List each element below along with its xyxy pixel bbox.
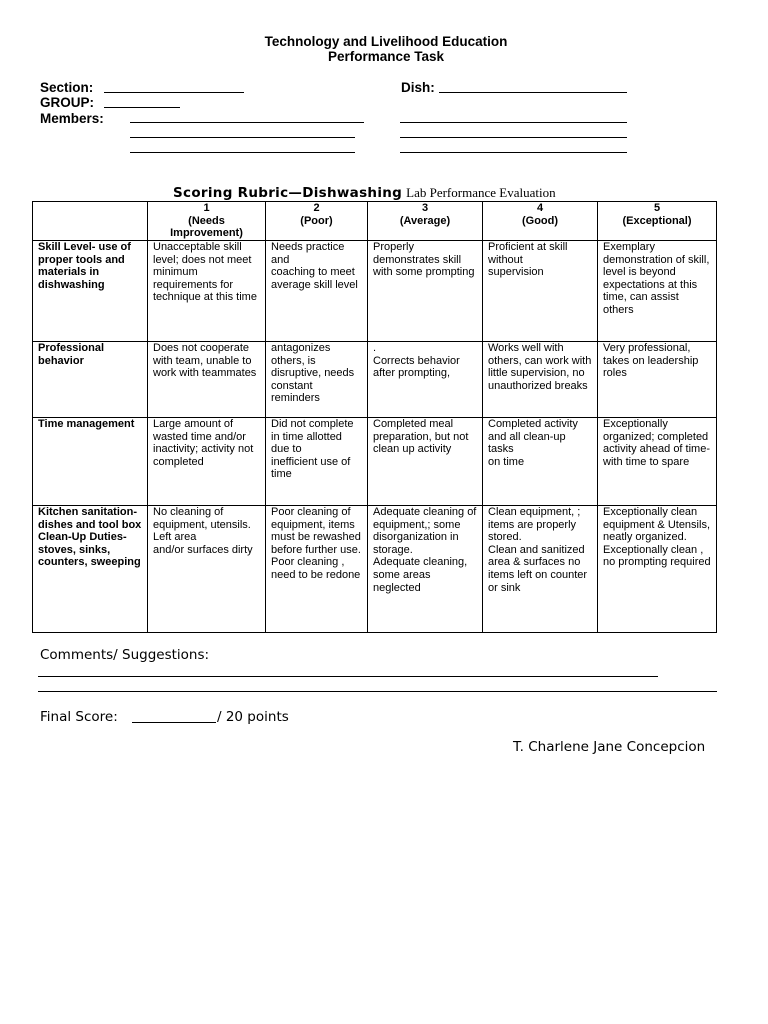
score-header-2	[266, 202, 368, 241]
dish-label: Dish:	[401, 80, 435, 95]
rubric-heading	[173, 184, 556, 202]
rubric-cell: Poor cleaning of equipment, items must be rewashed before further use. Poor cleaning , need to be redone	[266, 506, 368, 633]
rubric-cell: Unacceptable skill level; does not meet minimum requirements for technique at this time	[148, 241, 266, 342]
rubric-cell: Proficient at skill without supervision	[483, 241, 598, 342]
score-number: 1	[203, 202, 210, 214]
rubric-cell: Clean equipment, ; items are properly stored. Clean and sanitized area & surfaces no items left on counter or sink	[483, 506, 598, 633]
score-header-5	[598, 202, 717, 241]
score-number: 4	[536, 202, 544, 214]
member-blank-1[interactable]	[130, 122, 364, 123]
group-blank[interactable]	[104, 107, 180, 108]
rubric-table	[32, 201, 717, 633]
rubric-row-skill-level	[33, 241, 717, 342]
rubric-cell: . Corrects behavior after prompting,	[368, 342, 483, 418]
section-blank[interactable]	[104, 92, 244, 93]
rubric-subtitle: Lab Performance Evaluation	[406, 185, 556, 200]
final-score-suffix: / 20 points	[217, 709, 289, 725]
member-blank-3[interactable]	[130, 137, 355, 138]
rubric-cell: Exemplary demonstration of skill, level is beyond expectations at this time, can assist others	[598, 241, 717, 342]
member-blank-5[interactable]	[130, 152, 355, 153]
score-description: (Exceptional)	[622, 214, 692, 227]
rubric-cell: Completed activity and all clean-up tasks on time	[483, 418, 598, 506]
rubric-cell: Properly demonstrates skill with some prompting	[368, 241, 483, 342]
rubric-title: Scoring Rubric—Dishwashing	[173, 185, 403, 201]
comments-label: Comments/ Suggestions:	[40, 647, 210, 663]
document-title: Technology and Livelihood Education	[264, 34, 508, 49]
rubric-cell: Works well with others, can work with little supervision, no unauthorized breaks	[483, 342, 598, 418]
score-number: 5	[653, 202, 661, 214]
author-name: T. Charlene Jane Concepcion	[513, 739, 706, 755]
comments-line-1[interactable]	[38, 676, 658, 677]
rubric-cell: No cleaning of equipment, utensils. Left area and/or surfaces dirty	[148, 506, 266, 633]
final-score-blank[interactable]	[132, 722, 216, 723]
rubric-cell: Large amount of wasted time and/or inactivity; activity not completed	[148, 418, 266, 506]
member-blank-2[interactable]	[400, 122, 627, 123]
rubric-cell: Adequate cleaning of equipment,; some disorganization in storage. Adequate cleaning, some areas neglected	[368, 506, 483, 633]
criterion-cell: Time management	[33, 418, 148, 506]
criterion-cell: Skill Level- use of proper tools and materials in dishwashing	[33, 241, 148, 342]
rubric-header-row	[33, 202, 717, 241]
section-label: Section:	[40, 80, 94, 95]
score-description: (Poor)	[300, 214, 333, 227]
criterion-cell: Professional behavior	[33, 342, 148, 418]
rubric-cell: Needs practice and coaching to meet average skill level	[266, 241, 368, 342]
member-blank-6[interactable]	[400, 152, 627, 153]
rubric-row-kitchen-sanitation	[33, 506, 717, 633]
rubric-row-time-management	[33, 418, 717, 506]
group-label: GROUP:	[40, 95, 94, 110]
score-header-3	[368, 202, 483, 241]
document-subtitle: Performance Task	[327, 49, 445, 64]
comments-line-2[interactable]	[38, 691, 717, 692]
score-description: (Needs Improvement)	[170, 214, 243, 240]
rubric-cell: Did not complete in time allotted due to inefficient use of time	[266, 418, 368, 506]
members-label: Members:	[40, 111, 104, 126]
score-number: 3	[421, 202, 429, 214]
score-number: 2	[313, 202, 320, 214]
score-header-4	[483, 202, 598, 241]
final-score-label: Final Score:	[40, 709, 118, 725]
rubric-cell: Very professional, takes on leadership roles	[598, 342, 717, 418]
rubric-cell: Does not cooperate with team, unable to work with teammates	[148, 342, 266, 418]
rubric-cell: Completed meal preparation, but not clean up activity	[368, 418, 483, 506]
criterion-header-cell	[33, 202, 148, 241]
score-header-1	[148, 202, 266, 241]
criterion-cell: Kitchen sanitation- dishes and tool box Clean-Up Duties- stoves, sinks, counters, sweeping	[33, 506, 148, 633]
rubric-cell: Exceptionally organized; completed activity ahead of time-with time to spare	[598, 418, 717, 506]
rubric-cell: antagonizes others, is disruptive, needs constant reminders	[266, 342, 368, 418]
dish-blank[interactable]	[439, 92, 627, 93]
rubric-row-professional-behavior	[33, 342, 717, 418]
rubric-cell: Exceptionally clean equipment & Utensils, neatly organized. Exceptionally clean , no prompting required	[598, 506, 717, 633]
score-description: (Good)	[521, 214, 559, 227]
score-description: (Average)	[399, 214, 451, 227]
member-blank-4[interactable]	[400, 137, 627, 138]
